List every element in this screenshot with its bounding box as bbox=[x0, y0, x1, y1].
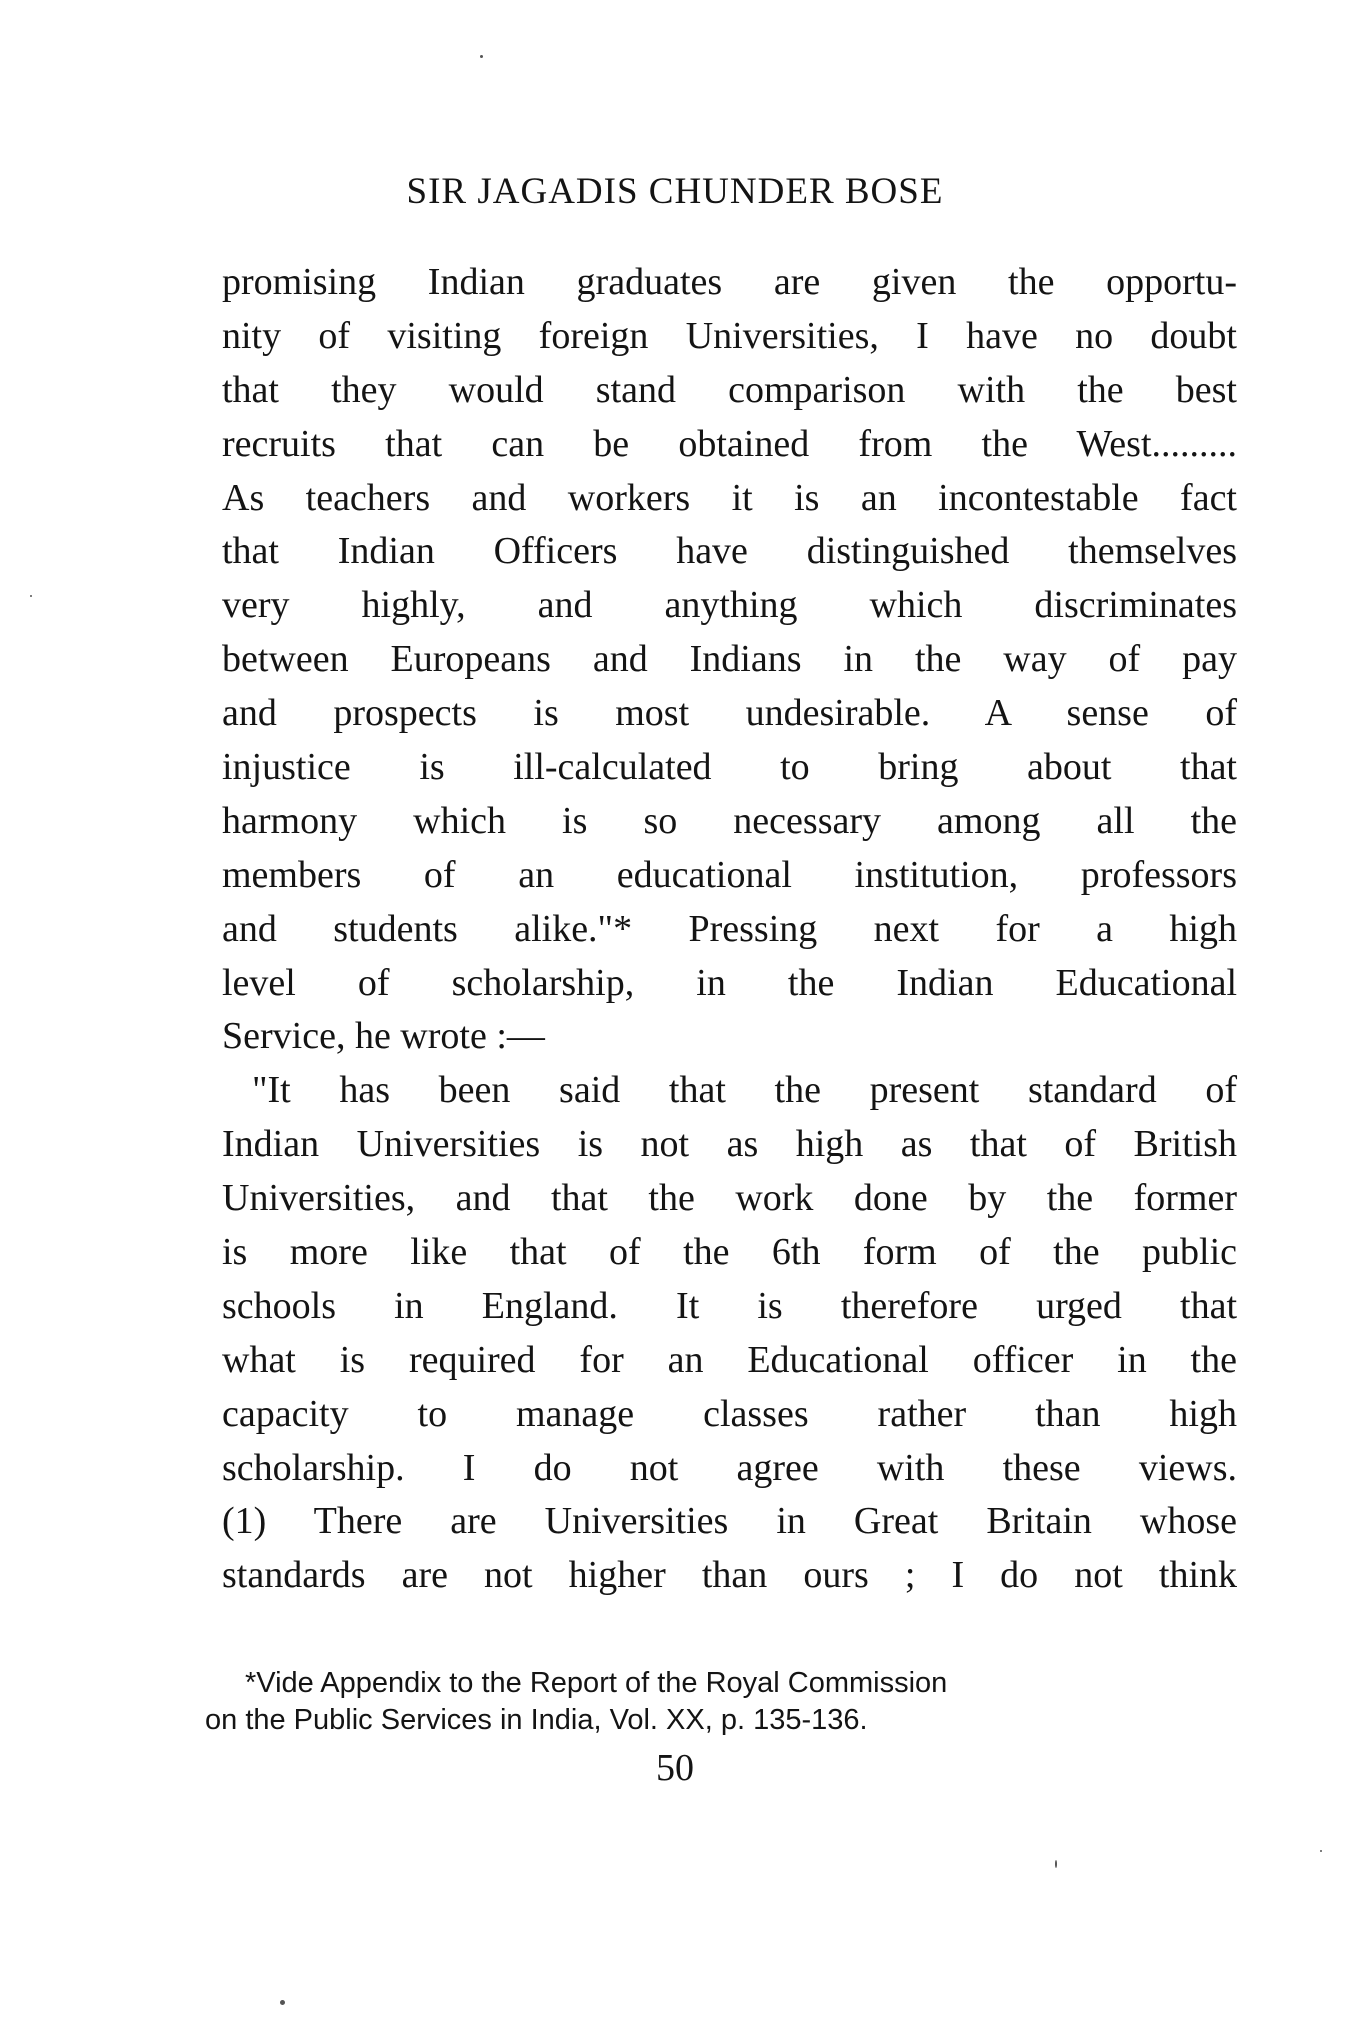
scan-speck bbox=[480, 55, 483, 58]
quotation-line: (1) There are Universities in Great Britain whose bbox=[222, 1500, 1237, 1543]
body-line: and students alike."* Pressing next for a high bbox=[222, 907, 1237, 950]
body-line: very highly, and anything which discriminates bbox=[222, 584, 1237, 627]
body-line: harmony which is so necessary among all the bbox=[222, 799, 1237, 842]
quotation-line: is more like that of the 6th form of the public bbox=[222, 1231, 1237, 1274]
quotation-line: schools in England. It is therefore urged that bbox=[222, 1284, 1237, 1327]
footnote-line: on the Public Services in India, Vol. XX, p. 135-136. bbox=[205, 1704, 868, 1736]
scan-speck bbox=[30, 595, 32, 597]
body-text bbox=[222, 256, 1237, 1603]
quotation-line: scholarship. I do not agree with these views. bbox=[222, 1446, 1237, 1489]
quotation-line: "It has been said that the present standard of bbox=[252, 1069, 1237, 1112]
running-head: SIR JAGADIS CHUNDER BOSE bbox=[406, 171, 944, 212]
scan-speck bbox=[280, 2000, 285, 2005]
page-number: 50 bbox=[656, 1747, 694, 1789]
body-line: Service, he wrote :— bbox=[222, 1015, 545, 1058]
body-line: between Europeans and Indians in the way of pay bbox=[222, 638, 1237, 681]
footnote-line: *Vide Appendix to the Report of the Royal Commission bbox=[245, 1667, 948, 1699]
scan-speck bbox=[1055, 1860, 1057, 1868]
quotation-line: what is required for an Educational officer in the bbox=[222, 1338, 1237, 1381]
body-line: promising Indian graduates are given the opportu- bbox=[222, 261, 1237, 303]
footnote bbox=[205, 1665, 1240, 1739]
body-line: injustice is ill-calculated to bring about that bbox=[222, 746, 1237, 789]
body-line: nity of visiting foreign Universities, I have no doubt bbox=[222, 314, 1237, 357]
quotation-line: Indian Universities is not as high as that of British bbox=[222, 1123, 1237, 1166]
body-line: recruits that can be obtained from the West......... bbox=[222, 422, 1237, 465]
scan-speck bbox=[1320, 1850, 1322, 1852]
body-line: level of scholarship, in the Indian Educational bbox=[222, 961, 1237, 1004]
quotation-line: capacity to manage classes rather than high bbox=[222, 1392, 1237, 1435]
body-line: As teachers and workers it is an incontestable fact bbox=[222, 476, 1237, 519]
quotation-line: standards are not higher than ours ; I do not think bbox=[222, 1554, 1237, 1597]
body-line: and prospects is most undesirable. A sense of bbox=[222, 692, 1237, 735]
quotation-line: Universities, and that the work done by the former bbox=[222, 1177, 1237, 1220]
body-line: that they would stand comparison with the best bbox=[222, 368, 1237, 411]
body-line: members of an educational institution, professors bbox=[222, 853, 1237, 896]
body-line: that Indian Officers have distinguished themselves bbox=[222, 530, 1237, 573]
